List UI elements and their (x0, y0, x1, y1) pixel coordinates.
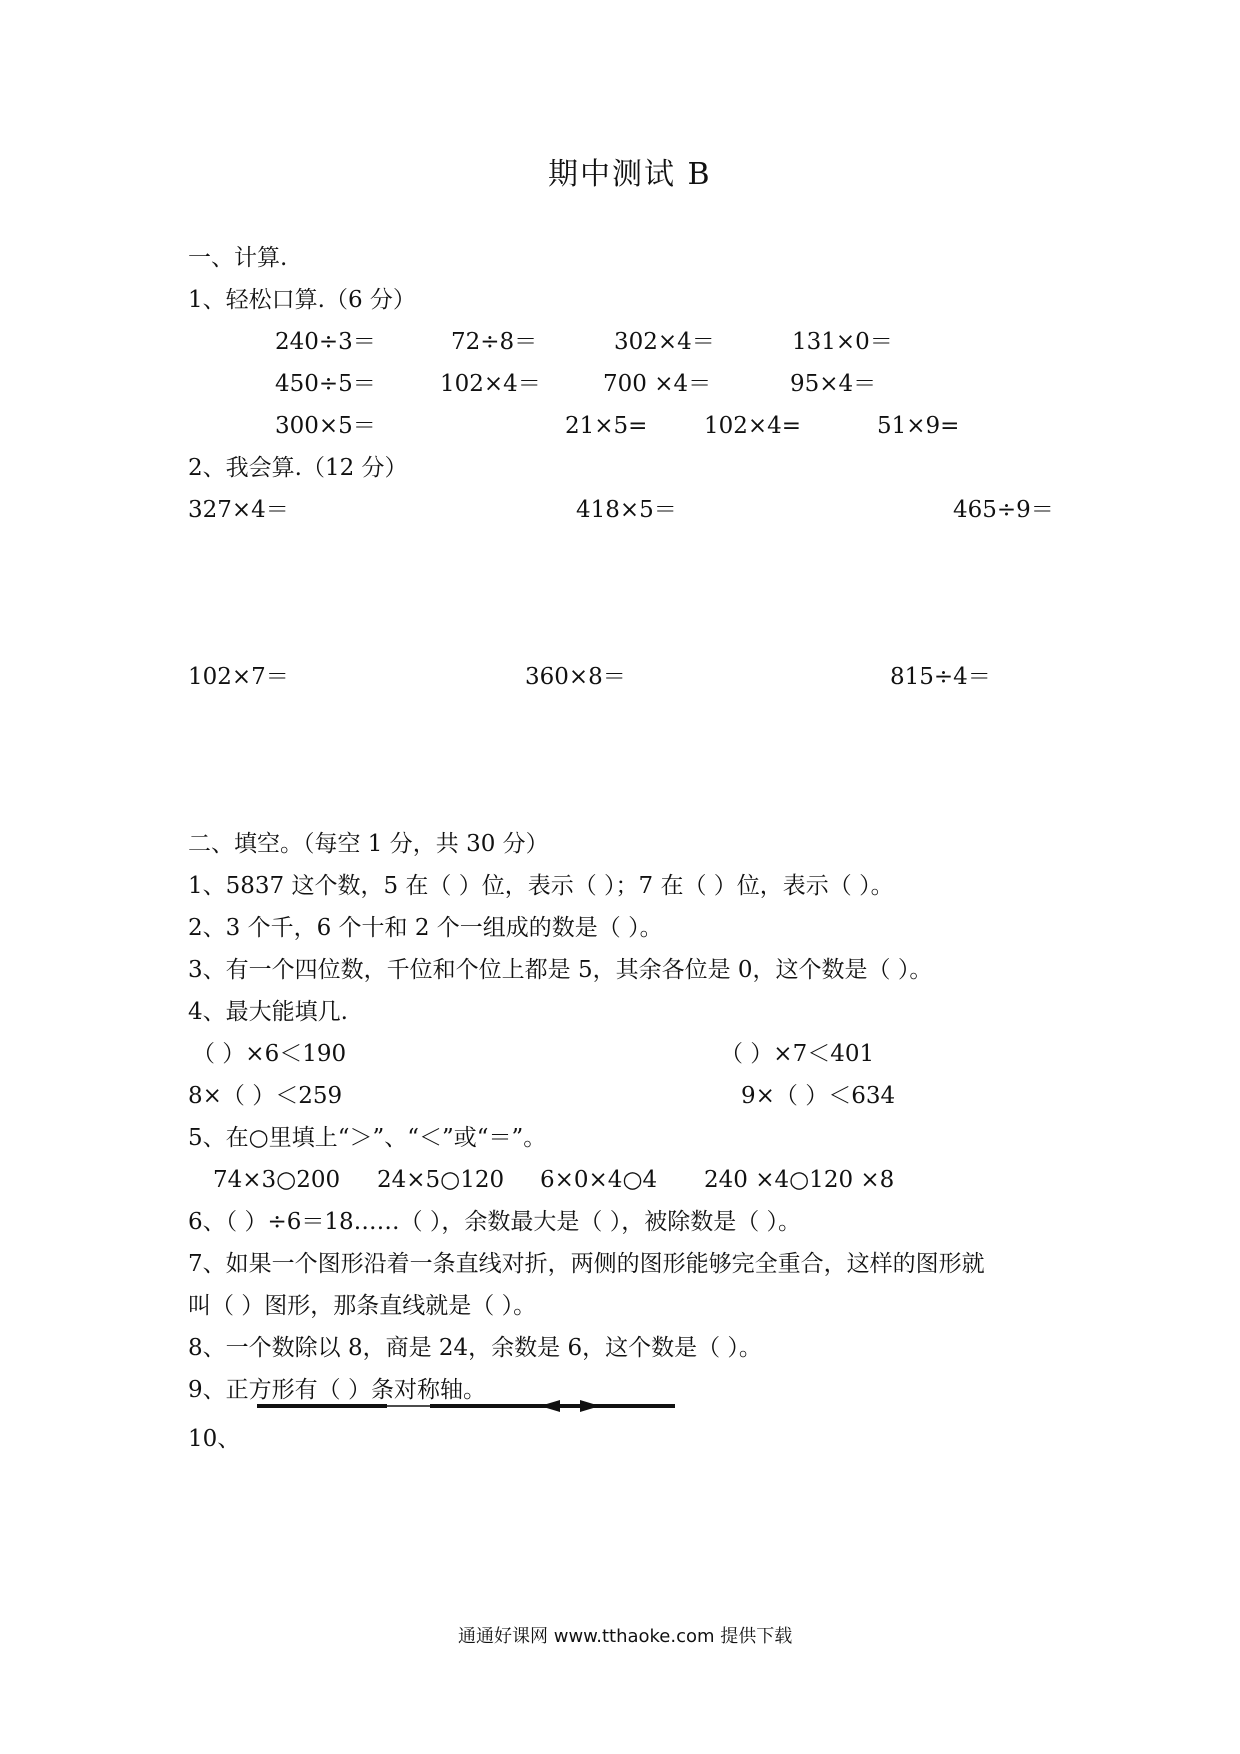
fill-q8: 8、一个数除以 8，商是 24，余数是 6，这个数是（ ）。 (188, 1335, 762, 1361)
compare-item: 6×0×4○4 (540, 1167, 658, 1193)
fill-q4-item: （ ）×6＜190 (192, 1041, 347, 1067)
fill-q4-item: （ ）×7＜401 (720, 1041, 875, 1067)
oral-calc-item: 102×4= (704, 413, 802, 439)
oral-calc-item: 72÷8＝ (451, 329, 538, 355)
oral-calc-item: 102×4＝ (440, 371, 541, 397)
fill-q7-line1: 7、如果一个图形沿着一条直线对折，两侧的图形能够完全重合，这样的图形就 (188, 1251, 985, 1277)
compare-item: 24×5○120 (377, 1167, 505, 1193)
written-calc-item: 418×5＝ (576, 497, 677, 523)
fill-q4-item: 9×（ ）＜634 (741, 1083, 896, 1109)
written-calc-item: 360×8＝ (525, 664, 626, 690)
q1-label: 1、轻松口算.（6 分） (188, 287, 416, 313)
arrow-left-head (540, 1400, 560, 1412)
page-title: 期中测试 B (548, 157, 712, 192)
fill-q7-line2: 叫（ ）图形，那条直线就是（ ）。 (188, 1293, 537, 1319)
q2-label: 2、我会算.（12 分） (188, 455, 408, 481)
section1-heading: 一、计算. (188, 245, 288, 271)
section2-heading: 二、填空。（每空 1 分，共 30 分） (188, 831, 549, 857)
fill-q5-label: 5、在○里填上“＞”、“＜”或“＝”。 (188, 1125, 547, 1151)
fill-q6: 6、（ ）÷6＝18……（ ），余数最大是（ ），被除数是（ ）。 (188, 1209, 802, 1235)
page-footer: 通通好课网 www.tthaoke.com 提供下载 (458, 1626, 793, 1647)
arrow-right-head (580, 1400, 600, 1412)
oral-calc-item: 240÷3＝ (275, 329, 376, 355)
fill-q9: 9、正方形有（ ）条对称轴。 (188, 1377, 486, 1403)
fill-q4-label: 4、最大能填几. (188, 999, 348, 1025)
compare-item: 240 ×4○120 ×8 (704, 1167, 895, 1193)
written-calc-item: 102×7＝ (188, 664, 289, 690)
fill-q3: 3、有一个四位数，千位和个位上都是 5，其余各位是 0，这个数是（ ）。 (188, 957, 933, 983)
oral-calc-item: 131×0＝ (792, 329, 893, 355)
fill-q10: 10、 (188, 1426, 241, 1452)
fill-q1: 1、5837 这个数，5 在（ ）位，表示（ ）；7 在（ ）位，表示（ ）。 (188, 873, 894, 899)
oral-calc-item: 51×9= (877, 413, 960, 439)
oral-calc-item: 700 ×4＝ (603, 371, 712, 397)
oral-calc-item: 302×4＝ (614, 329, 715, 355)
line-segment-figure (255, 1396, 675, 1416)
written-calc-item: 465÷9＝ (953, 497, 1054, 523)
written-calc-item: 815÷4＝ (890, 664, 991, 690)
fill-q2: 2、3 个千，6 个十和 2 个一组成的数是（ ）。 (188, 915, 663, 941)
compare-item: 74×3○200 (213, 1167, 341, 1193)
oral-calc-item: 21×5= (565, 413, 648, 439)
fill-q4-item: 8×（ ）＜259 (188, 1083, 343, 1109)
oral-calc-item: 450÷5＝ (275, 371, 376, 397)
written-calc-item: 327×4＝ (188, 497, 289, 523)
oral-calc-item: 95×4＝ (790, 371, 877, 397)
oral-calc-item: 300×5＝ (275, 413, 376, 439)
